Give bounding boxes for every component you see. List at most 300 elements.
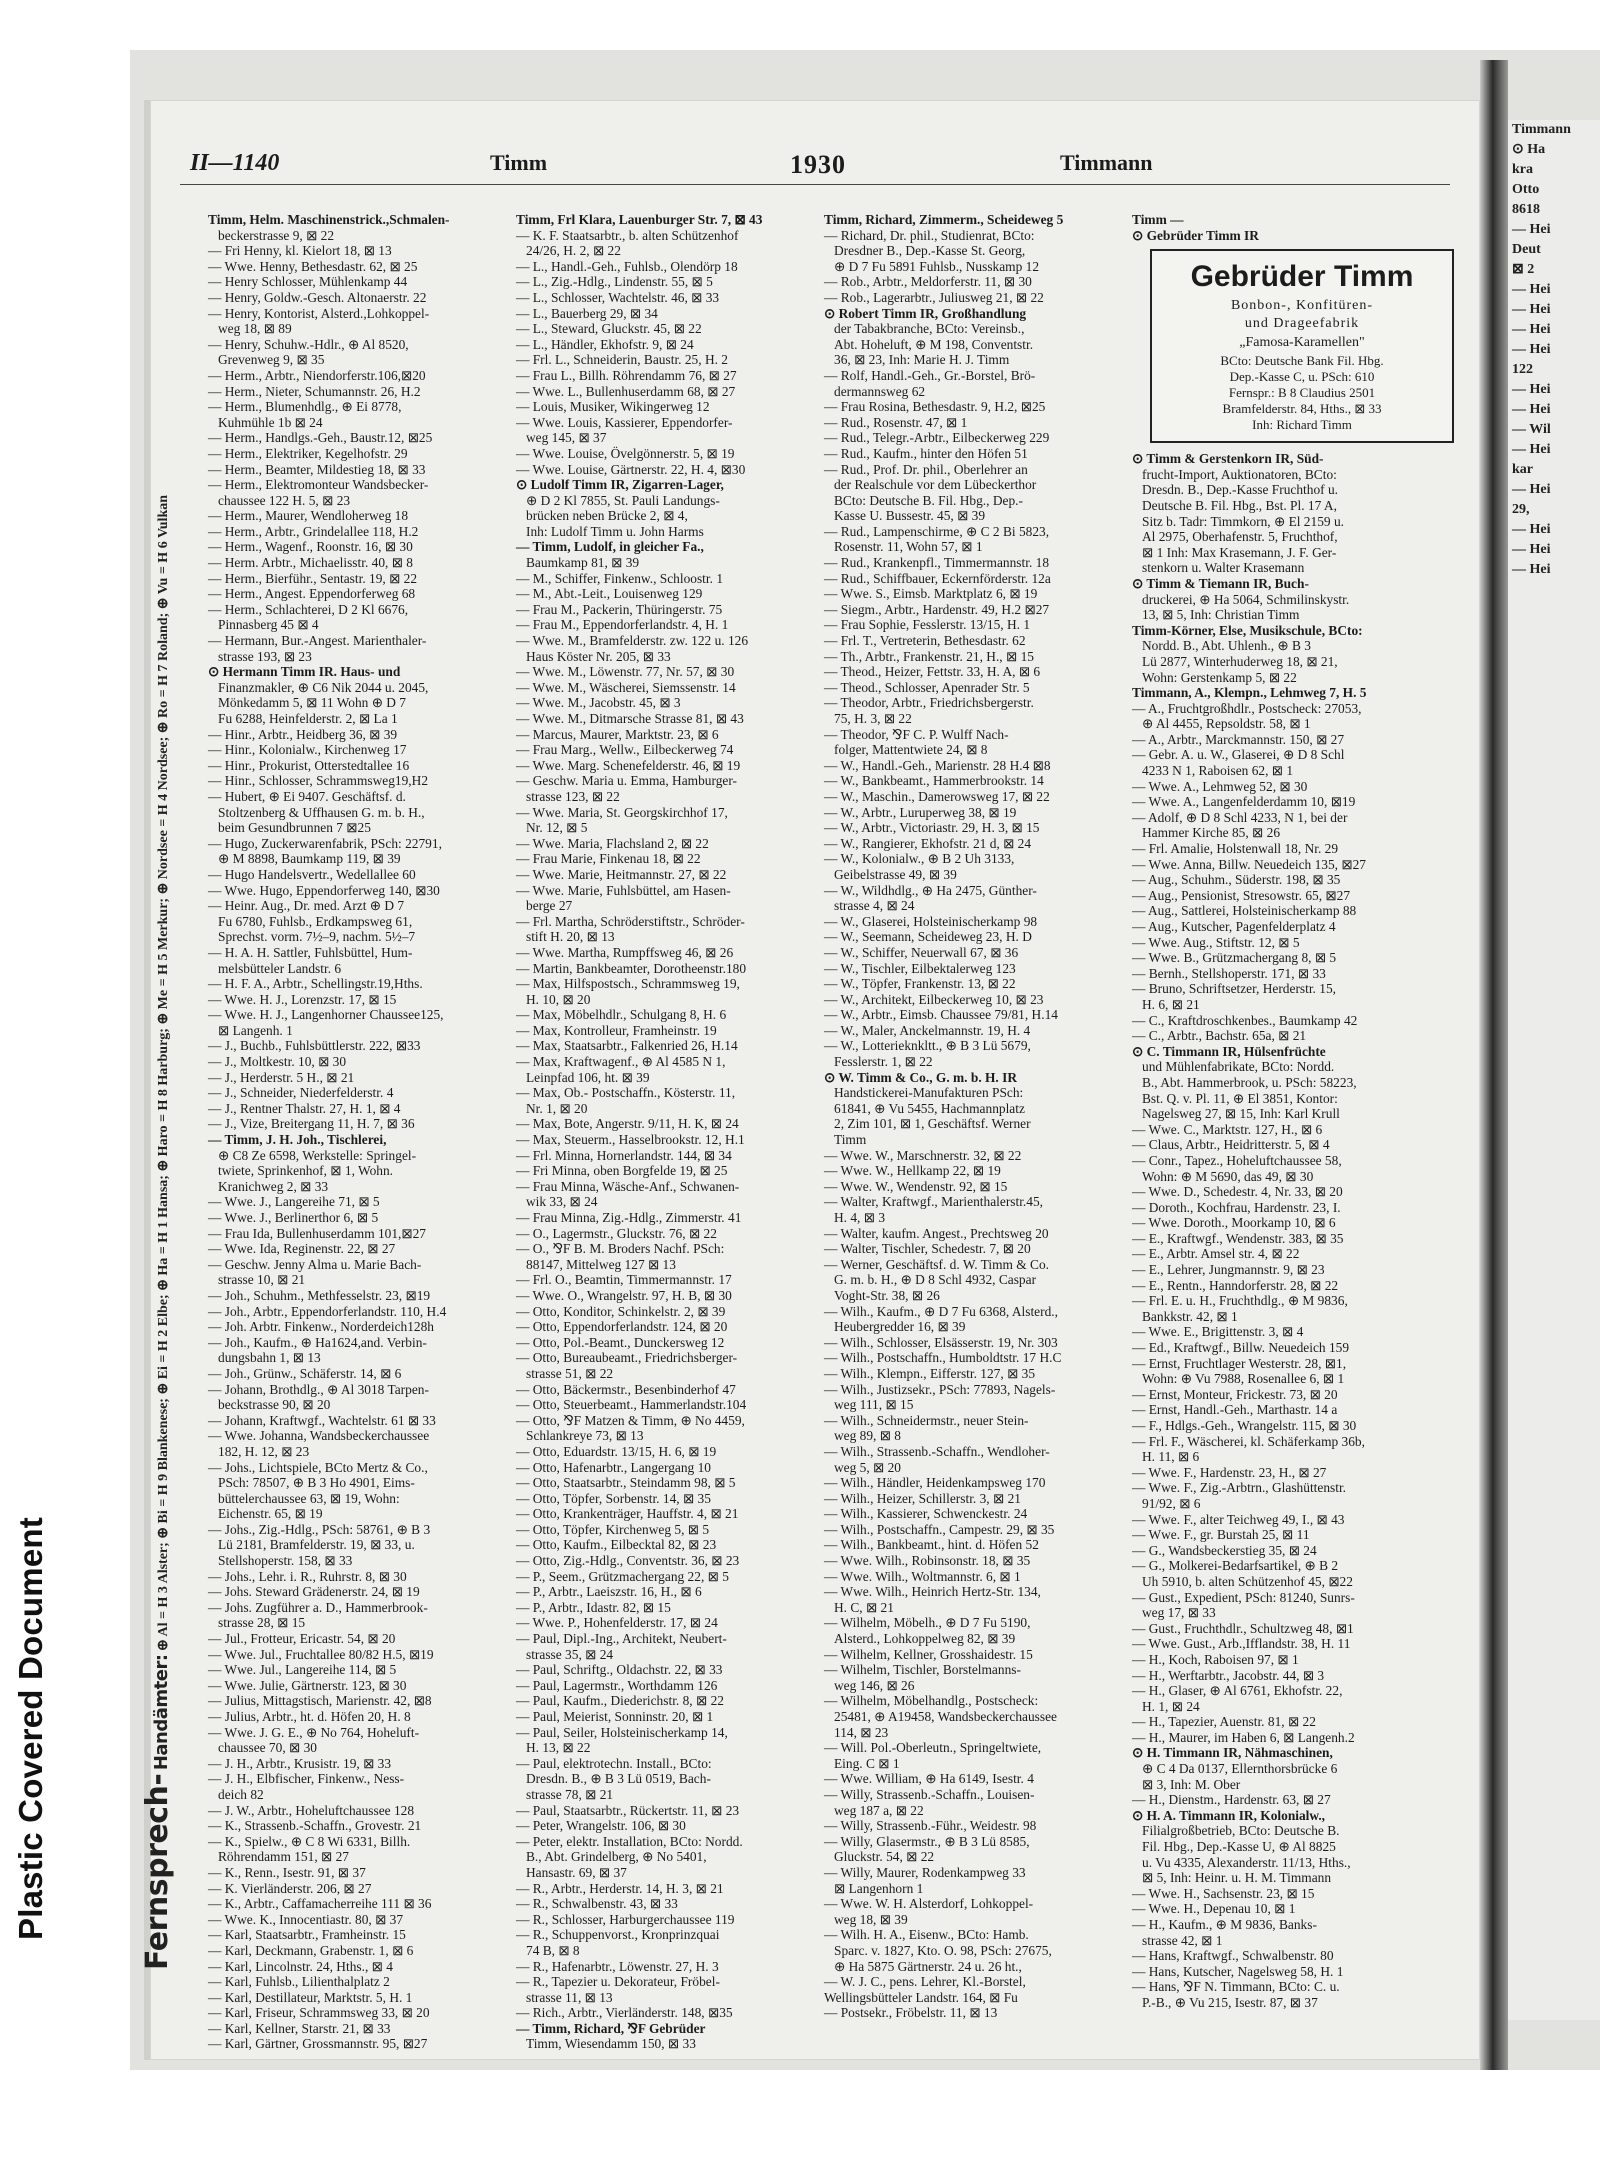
- directory-entry-line: — Peter, elektr. Installation, BCto: Nordd.: [516, 1833, 743, 1849]
- directory-entry-line: Kasse U. Bussestr. 45, ⊠ 39: [834, 508, 986, 524]
- directory-entry-line: — Claus, Arbtr., Heidritterstr. 5, ⊠ 4: [1132, 1137, 1330, 1153]
- directory-entry-line: — E., Arbtr. Amsel str. 4, ⊠ 22: [1132, 1246, 1300, 1262]
- directory-entry-line: wik 33, ⊠ 24: [526, 1194, 598, 1210]
- directory-entry-line: ⊕ D 7 Fu 5891 Fuhlsb., Nusskamp 12: [834, 258, 1040, 274]
- directory-entry-line: — Wwe. Anna, Billw. Neuedeich 135, ⊠27: [1132, 856, 1366, 872]
- directory-entry-line: — Adolf, ⊕ D 8 Schl 4233, N 1, bei der: [1132, 809, 1348, 825]
- directory-entry-line: — Frl. T., Vertreterin, Bethesdastr. 62: [824, 633, 1026, 649]
- directory-entry-line: — Wwe. Wilh., Robinsonstr. 18, ⊠ 35: [824, 1553, 1031, 1569]
- directory-entry-line: — Hans, Kutscher, Nagelsweg 58, H. 1: [1132, 1963, 1344, 1979]
- directory-entry-line: Fil. Hbg., Dep.-Kasse U, ⊕ Al 8825: [1142, 1839, 1336, 1855]
- directory-entry-line: — Herm. Arbtr., Michaelisstr. 40, ⊠ 8: [208, 555, 413, 571]
- directory-entry-line: P.-B., ⊕ Vu 215, Isestr. 87, ⊠ 37: [1142, 1994, 1318, 2010]
- next-page-line: 8618: [1512, 202, 1540, 217]
- directory-entry-line: H. C, ⊠ 21: [834, 1599, 894, 1615]
- directory-entry-line: — J., Rentner Thalstr. 27, H. 1, ⊠ 4: [208, 1100, 401, 1116]
- directory-entry-heading: Timm, Richard, Zimmerm., Scheideweg 5: [824, 212, 1064, 227]
- directory-entry-line: — Willy, Strassenb.-Schaffn., Louisen-: [824, 1786, 1035, 1802]
- directory-entry-line: — Bernh., Stellshoperstr. 171, ⊠ 33: [1132, 965, 1326, 981]
- directory-entry-heading: ⊙ W. Timm & Co., G. m. b. H. IR: [824, 1069, 1018, 1085]
- directory-entry-line: — Frau Rosina, Bethesdastr. 9, H.2, ⊠25: [824, 399, 1046, 415]
- directory-entry-heading: Timmann, A., Klempn., Lehmweg 7, H. 5: [1132, 685, 1367, 701]
- directory-entry-line: — Wwe. Louise, Gärtnerstr. 22, H. 4, ⊠30: [516, 461, 746, 477]
- directory-entry-heading: Timm, Helm. Maschinenstrick.,Schmalen-: [208, 212, 450, 227]
- directory-page: [140, 100, 1480, 2060]
- directory-entry-line: — Wwe. M., Löwenstr. 77, Nr. 57, ⊠ 30: [516, 664, 735, 680]
- directory-entry-line: — Walter, Kraftwgf., Marienthalerstr.45,: [824, 1194, 1044, 1210]
- directory-entry-line: beim Gesundbrunnen 7 ⊠25: [218, 820, 371, 836]
- directory-entry-line: — G., Molkerei-Bedarfsartikel, ⊕ B 2: [1132, 1558, 1339, 1574]
- directory-entry-line: — Paul, elektrotechn. Install., BCto:: [516, 1755, 712, 1771]
- directory-entry-line: Dresdn. B., ⊕ B 3 Lü 0519, Bach-: [526, 1771, 711, 1787]
- directory-entry-line: strasse 4, ⊠ 24: [834, 898, 915, 914]
- directory-entry-line: — Theodor, ⅋F C. P. Wulff Nach-: [824, 726, 1009, 742]
- directory-entry-line: twiete, Sprinkenhof, ⊠ 1, Wohn.: [218, 1163, 394, 1179]
- directory-entry-line: — Wilh., Händler, Heidenkampsweg 170: [824, 1475, 1046, 1491]
- directory-entry-line: — Wwe. E., Brigittenstr. 3, ⊠ 4: [1132, 1324, 1304, 1340]
- directory-entry-line: 4233 N 1, Raboisen 62, ⊠ 1: [1142, 763, 1294, 779]
- directory-entry-line: — Hinr., Schlosser, Schrammsweg19,H2: [208, 773, 429, 789]
- book-gutter: [1480, 60, 1508, 2070]
- directory-entry-line: — J. H., Elbfischer, Finkenw., Ness-: [208, 1771, 405, 1787]
- directory-entry-line: — Ernst, Fruchtlager Westerstr. 28, ⊠1,: [1132, 1355, 1347, 1371]
- directory-entry-line: Lü 2877, Winterhuderweg 18, ⊠ 21,: [1142, 653, 1338, 669]
- directory-entry-line: — Karl, Fuhlsb., Lilienthalplatz 2: [208, 1974, 390, 1990]
- directory-entry-line: chaussee 122 H. 5, ⊠ 23: [218, 492, 351, 508]
- directory-entry-line: — Max, Bote, Angerstr. 9/11, H. K, ⊠ 24: [516, 1116, 739, 1132]
- directory-entry-line: — J., Vize, Breitergang 11, H. 7, ⊠ 36: [208, 1116, 415, 1132]
- next-page-line: — Hei: [1512, 222, 1551, 237]
- next-page-line: — Hei: [1512, 482, 1551, 497]
- directory-entry-line: — Max, Kontrolleur, Framheinstr. 19: [516, 1022, 717, 1038]
- directory-entry-line: — Julius, Arbtr., ht. d. Höfen 20, H. 8: [208, 1709, 411, 1724]
- directory-entry-line: Nordd. B., Abt. Uhlenh., ⊕ B 3: [1142, 638, 1311, 654]
- directory-entry-line: — Otto, Eppendorferlandstr. 124, ⊠ 20: [516, 1319, 728, 1335]
- directory-entry-line: — Frl. E. u. H., Fruchthdlg., ⊕ M 9836,: [1132, 1293, 1348, 1309]
- directory-entry-line: — H., Koch, Raboisen 97, ⊠ 1: [1132, 1651, 1299, 1667]
- directory-entry-line: — Wilh., Kaufm., ⊕ D 7 Fu 6368, Alsterd.,: [824, 1303, 1058, 1319]
- directory-entry-line: — P., Seem., Grützmachergang 22, ⊠ 5: [516, 1568, 729, 1584]
- directory-entry-line: Fu 6780, Fuhlsb., Erdkampsweg 61,: [218, 913, 413, 929]
- directory-entry-line: — Otto, Kaufm., Eilbecktal 82, ⊠ 23: [516, 1537, 717, 1553]
- directory-entry-line: Dresdner B., Dep.-Kasse St. Georg,: [834, 243, 1026, 259]
- directory-entry-line: Wohn: ⊕ Vu 7988, Rosenallee 6, ⊠ 1: [1142, 1371, 1345, 1387]
- directory-entry-line: — W., Rangierer, Ekhofstr. 21 d, ⊠ 24: [824, 835, 1032, 851]
- directory-entry-line: 24/26, H. 2, ⊠ 22: [526, 243, 621, 259]
- directory-entry-line: — Herm., Arbtr., Grindelallee 118, H.2: [208, 523, 419, 539]
- directory-entry-line: — L., Händler, Ekhofstr. 9, ⊠ 24: [516, 336, 694, 352]
- directory-entry-line: — E., Kraftwgf., Wendenstr. 383, ⊠ 35: [1132, 1230, 1344, 1246]
- directory-entry-line: Nagelsweg 27, ⊠ 15, Inh: Karl Krull: [1142, 1106, 1340, 1122]
- telephone-exchange-strip: [140, 200, 188, 1980]
- strip-legend: ⊕ Al = H 3 Alster; ⊕ Bi = H 9 Blankenese; ⊕ Ei = H 2 Elbe; ⊕ Ha = H 1 Hansa; ⊕ Haro = H 8 Harburg; ⊕ Me = H 5 Merkur; ⊕ Nordsee = H 4 Nordsee; ⊕ Ro = H 7 Roland; ⊕ Vu = H 6 Vulkan: [156, 494, 171, 1651]
- directory-entry-heading: ⊙ H. Timmann IR, Nähmaschinen,: [1132, 1745, 1333, 1761]
- directory-entry-line: — Wwe. H. J., Lorenzstr. 17, ⊠ 15: [208, 991, 397, 1007]
- directory-entry-line: — Otto, Bureaubeamt., Friedrichsberger-: [516, 1350, 738, 1366]
- directory-entry-line: — Max, Kraftwagenf., ⊕ Al 4585 N 1,: [516, 1054, 726, 1070]
- directory-entry-line: — Theodor, Arbtr., Friedrichsbergerstr.: [824, 695, 1034, 711]
- directory-entry-line: — Joh., Schuhm., Methfesselstr. 23, ⊠19: [208, 1287, 431, 1303]
- directory-entry-line: — Karl, Friseur, Schrammsweg 33, ⊠ 20: [208, 2005, 430, 2021]
- directory-entry-line: — Siegm., Arbtr., Hardenstr. 49, H.2 ⊠27: [824, 601, 1050, 617]
- directory-entry-line: — Hermann, Bur.-Angest. Marienthaler-: [208, 633, 427, 649]
- directory-entry-line: — Jul., Frotteur, Ericastr. 54, ⊠ 20: [208, 1631, 396, 1647]
- directory-entry-line: der Tabakbranche, BCto: Vereinsb.,: [834, 321, 1025, 337]
- page-code: II—1140: [190, 150, 280, 176]
- directory-entry-line: — Wwe. D., Schedestr. 4, Nr. 33, ⊠ 20: [1132, 1184, 1343, 1200]
- directory-entry-line: — K., Strassenb.-Schaffn., Grovestr. 21: [208, 1818, 422, 1834]
- directory-entry-line: — Wwe. M., Wäscherei, Siemssenstr. 14: [516, 679, 736, 695]
- directory-entry-line: — Johs., Lehr. i. R., Ruhrstr. 8, ⊠ 30: [208, 1568, 407, 1584]
- ad-subtitle-2: und Drageefabrik: [1244, 316, 1360, 332]
- directory-entry-line: — K., Arbtr., Caffamacherreihe 111 ⊠ 36: [208, 1896, 432, 1912]
- directory-entry-line: — Herm., Elektromonteur Wandsbecker-: [208, 477, 429, 493]
- directory-entry-line: H. 6, ⊠ 21: [1142, 996, 1200, 1012]
- directory-entry-line: — Hugo Handelsvertr., Wedellallee 60: [208, 866, 416, 882]
- directory-entry-line: dermannsweg 62: [834, 383, 926, 399]
- directory-entry-line: stift H. 20, ⊠ 13: [526, 929, 615, 945]
- directory-entry-line: — R., Hafenarbtr., Löwenstr. 27, H. 3: [516, 1958, 719, 1974]
- directory-entry-line: — Henry, Kontorist, Alsterd.,Lohkoppel-: [208, 305, 430, 321]
- directory-entry-line: — Rob., Arbtr., Meldorferstr. 11, ⊠ 30: [824, 274, 1032, 290]
- directory-entry-line: Schlankreye 73, ⊠ 13: [526, 1428, 644, 1444]
- directory-entry-line: — Geschw. Jenny Alma u. Marie Bach-: [208, 1256, 422, 1272]
- directory-entry-line: — H. A. H. Sattler, Fuhlsbüttel, Hum-: [208, 944, 413, 960]
- directory-entry-line: — M., Abt.-Leit., Louisenweg 129: [516, 586, 703, 602]
- directory-entry-line: Finanzmakler, ⊕ C6 Nik 2044 u. 2045,: [218, 679, 429, 695]
- directory-entry-line: Wohn: ⊕ M 5690, das 49, ⊠ 30: [1142, 1168, 1314, 1184]
- directory-entry-line: — Postsekr., Fröbelstr. 11, ⊠ 13: [824, 2005, 998, 2021]
- directory-entry-line: — Karl, Gärtner, Grossmannstr. 95, ⊠27: [208, 2036, 428, 2052]
- directory-entry-line: ⊕ Ha 5875 Gärtnerstr. 24 u. 26 ht.,: [834, 1958, 1022, 1974]
- directory-entry-line: — Henry Schlosser, Mühlenkamp 44: [208, 274, 408, 290]
- directory-entry-line: — Paul, Seiler, Holsteinischerkamp 14,: [516, 1724, 728, 1740]
- directory-entry-line: — Will. Pol.-Oberleutn., Springeltwiete,: [824, 1740, 1042, 1756]
- directory-entry-line: — Otto, Zig.-Hdlg., Conventstr. 36, ⊠ 23: [516, 1553, 740, 1569]
- directory-entry-line: — Wwe. M., Jacobstr. 45, ⊠ 3: [516, 695, 681, 711]
- directory-entry-line: — Rich., Arbtr., Vierländerstr. 148, ⊠35: [516, 2005, 733, 2021]
- directory-entry-line: der Realschule vor dem Lübeckerthor: [834, 477, 1037, 493]
- directory-entry-line: — Geschw. Maria u. Emma, Hamburger-: [516, 773, 737, 789]
- directory-entry-line: — L., Steward, Gluckstr. 45, ⊠ 22: [516, 321, 702, 337]
- directory-entry-line: — E., Lehrer, Jungmannstr. 9, ⊠ 23: [1132, 1262, 1325, 1278]
- directory-entry-line: Heubergredder 16, ⊠ 39: [834, 1319, 966, 1335]
- next-page-line: — Hei: [1512, 342, 1551, 357]
- directory-entry-line: — Wwe. M., Bramfelderstr. zw. 122 u. 126: [516, 633, 749, 649]
- directory-entry-line: — R., Schlosser, Harburgerchaussee 119: [516, 1911, 735, 1927]
- directory-entry-line: — W., Tischler, Eilbektalerweg 123: [824, 960, 1016, 976]
- directory-entry-line: — Wwe. S., Eimsb. Marktplatz 6, ⊠ 19: [824, 586, 1038, 602]
- directory-entry-line: weg 17, ⊠ 33: [1142, 1605, 1216, 1621]
- directory-entry-line: — Frau Minna, Zig.-Hdlg., Zimmerstr. 41: [516, 1210, 742, 1225]
- directory-entry-line: — R., Arbtr., Herderstr. 14, H. 3, ⊠ 21: [516, 1880, 724, 1896]
- directory-entry-line: — Paul, Lagermstr., Worthdamm 126: [516, 1677, 718, 1693]
- directory-entry-line: — Werner, Geschäftsf. d. W. Timm & Co.: [824, 1256, 1050, 1272]
- directory-entry-line: Al 2975, Oberhafenstr. 5, Fruchthof,: [1142, 529, 1338, 545]
- directory-entry-line: — Herm., Angest. Eppendorferweg 68: [208, 586, 416, 602]
- directory-entry-line: — W., Handl.-Geh., Marienstr. 28 H.4 ⊠8: [824, 757, 1051, 773]
- next-page-line: — Hei: [1512, 402, 1551, 417]
- directory-entry-line: — Herm., Elektriker, Kegelhofstr. 29: [208, 445, 408, 461]
- next-page-line: — Hei: [1512, 522, 1551, 537]
- directory-entry-line: — Wwe. O., Wrangelstr. 97, H. B, ⊠ 30: [516, 1287, 732, 1303]
- directory-entry-line: — Frl. O., Beamtin, Timmermannstr. 17: [516, 1272, 732, 1288]
- directory-entry-line: Gluckstr. 54, ⊠ 22: [834, 1849, 935, 1865]
- column-1: [208, 212, 508, 2052]
- directory-entry-line: strasse 42, ⊠ 1: [1142, 1932, 1223, 1948]
- directory-entry-line: — Wwe. F., Hardenstr. 23, H., ⊠ 27: [1132, 1464, 1327, 1480]
- directory-entry-line: — Otto, Pol.-Beamt., Dunckersweg 12: [516, 1334, 725, 1350]
- directory-entry-line: Fu 6288, Heinfelderstr. 2, ⊠ La 1: [218, 711, 398, 726]
- directory-entry-line: — Joh., Arbtr., Eppendorferlandstr. 110, H.4: [208, 1303, 447, 1319]
- page-header: [180, 148, 1450, 185]
- directory-entry-line: weg 18, ⊠ 89: [218, 321, 292, 337]
- directory-entry-line: — Peter, Wrangelstr. 106, ⊠ 30: [516, 1818, 686, 1834]
- directory-entry-line: stenkorn u. Walter Krasemann: [1142, 560, 1305, 576]
- directory-entry-line: Sitz b. Tadr: Timmkorn, ⊕ El 2159 u.: [1142, 513, 1344, 529]
- directory-entry-line: — Frl. F., Wäscherei, kl. Schäferkamp 36b,: [1132, 1433, 1365, 1449]
- next-page-line: — Hei: [1512, 542, 1551, 557]
- directory-entry-line: — Rolf, Handl.-Geh., Gr.-Borstel, Brö-: [824, 367, 1036, 383]
- directory-entry-line: — Wwe. Louis, Kassierer, Eppendorfer-: [516, 414, 733, 430]
- directory-entry-line: — Aug., Schuhm., Süderstr. 198, ⊠ 35: [1132, 872, 1341, 888]
- directory-entry-line: ⊠ Langenhorn 1: [834, 1880, 924, 1896]
- side-label: Plastic Covered Document: [12, 1517, 49, 1940]
- directory-entry-line: Hammer Kirche 85, ⊠ 26: [1142, 825, 1281, 841]
- directory-entry-line: — Max, Ob.- Postschaffn., Kösterstr. 11,: [516, 1085, 736, 1101]
- next-page-line: Timmann: [1512, 122, 1571, 137]
- directory-entry-line: — Johs., Lichtspiele, BCto Mertz & Co.,: [208, 1459, 428, 1475]
- directory-entry-line: strasse 10, ⊠ 21: [218, 1272, 306, 1288]
- directory-entry-line: — F., Hdlgs.-Geh., Wrangelstr. 115, ⊠ 30: [1132, 1418, 1357, 1433]
- directory-entry-line: Sparc. v. 1827, Kto. O. 98, PSch: 27675,: [834, 1942, 1052, 1958]
- directory-entry-line: — Ed., Kraftwgf., Billw. Neuedeich 159: [1132, 1340, 1350, 1356]
- directory-entry-line: — Wwe. J., Berlinerthor 6, ⊠ 5: [208, 1210, 379, 1225]
- directory-entry-line: — Rud., Kaufm., hinter den Höfen 51: [824, 445, 1028, 461]
- directory-entry-line: 182, H. 12, ⊠ 23: [218, 1443, 310, 1459]
- directory-entry-line: — Max, Staatsarbtr., Falkenried 26, H.14: [516, 1038, 738, 1054]
- directory-entry-line: — K. F. Staatsarbtr., b. alten Schützenhof: [516, 227, 739, 243]
- directory-entry-line: — Martin, Bankbeamter, Dorotheenstr.180: [516, 960, 747, 976]
- directory-entry-line: — Wwe. Julie, Gärtnerstr. 123, ⊠ 30: [208, 1677, 407, 1693]
- directory-entry-line: — Wwe. J. G. E., ⊕ No 764, Hoheluft-: [208, 1724, 420, 1740]
- directory-entry-line: Mönkedamm 5, ⊠ 11 Wohn ⊕ D 7: [218, 695, 406, 711]
- directory-entry-line: — Fri Henny, kl. Kielort 18, ⊠ 13: [208, 243, 392, 259]
- directory-entry-line: — Otto, Bäckermstr., Besenbinderhof 47: [516, 1381, 736, 1397]
- directory-entry-line: — Johs. Steward Grädenerstr. 24, ⊠ 19: [208, 1584, 420, 1600]
- directory-entry-line: — Frau Ida, Bullenhuserdamm 101,⊠27: [208, 1225, 426, 1241]
- directory-entry-line: — Wwe. Marie, Heitmannstr. 27, ⊠ 22: [516, 866, 727, 882]
- directory-entry-line: Kuhmühle 1b ⊠ 24: [218, 414, 323, 430]
- directory-entry-line: — Wwe. Marie, Fuhlsbüttel, am Hasen-: [516, 882, 731, 898]
- directory-entry-line: — H., Maurer, im Haben 6, ⊠ Langenh.2: [1132, 1729, 1355, 1745]
- directory-entry-line: — Wwe. W., Marschnerstr. 32, ⊠ 22: [824, 1147, 1022, 1163]
- directory-entry-line: Stellshoperstr. 158, ⊠ 33: [218, 1553, 353, 1569]
- directory-entry-line: — H., Tapezier, Auenstr. 81, ⊠ 22: [1132, 1714, 1316, 1730]
- directory-entry-line: Deutsche B. Fil. Hbg., Bst. Pl. 17 A,: [1142, 497, 1337, 513]
- directory-entry-line: — Wilh., Justizsekr., PSch: 77893, Nagels-: [824, 1381, 1056, 1397]
- directory-entry-line: — Rob., Lagerarbtr., Juliusweg 21, ⊠ 22: [824, 289, 1044, 305]
- directory-entry-line: — Th., Arbtr., Frankenstr. 21, H., ⊠ 15: [824, 648, 1034, 664]
- directory-entry-line: melsbütteler Landstr. 6: [218, 960, 342, 976]
- directory-entry-line: — Rud., Schiffbauer, Eckernförderstr. 12a: [824, 570, 1051, 586]
- directory-entry-heading: ⊙ Hermann Timm IR. Haus- und: [208, 664, 401, 680]
- directory-entry-line: — Wwe. Henny, Bethesdastr. 62, ⊠ 25: [208, 258, 418, 274]
- directory-entry-line: Eing. C ⊠ 1: [834, 1755, 900, 1771]
- directory-entry-line: — Herm., Bierführ., Sentastr. 19, ⊠ 22: [208, 570, 418, 586]
- directory-entry-line: — G., Wandsbeckerstieg 35, ⊠ 24: [1132, 1542, 1317, 1558]
- next-page-line: ⊙ Ha: [1512, 142, 1546, 157]
- next-page-line: 29,: [1512, 502, 1530, 517]
- directory-entry-line: — Aug., Sattlerei, Holsteinischerkamp 88: [1132, 903, 1357, 919]
- directory-entry-line: ⊠ Langenh. 1: [218, 1022, 293, 1038]
- directory-entry-line: — Wwe. K., Innocentiastr. 80, ⊠ 37: [208, 1911, 404, 1927]
- directory-entry-line: — Wwe. Jul., Langereihe 114, ⊠ 5: [208, 1662, 397, 1678]
- directory-entry-line: — Willy, Glasermstr., ⊕ B 3 Lü 8585,: [824, 1833, 1030, 1849]
- directory-entry-line: H. 10, ⊠ 20: [526, 991, 591, 1007]
- column-2: [516, 212, 816, 2052]
- directory-entry-line: ⊕ C8 Ze 6598, Werkstelle: Springel-: [218, 1147, 417, 1163]
- directory-entry-line: — Otto, Krankenträger, Hauffstr. 4, ⊠ 21: [516, 1506, 739, 1522]
- directory-entry-line: — Wwe. Maria, Flachsland 2, ⊠ 22: [516, 835, 709, 851]
- directory-entry-line: — Otto, Töpfer, Kirchenweg 5, ⊠ 5: [516, 1521, 710, 1537]
- next-page-edge: [1508, 120, 1600, 2020]
- directory-entry-line: — Frl. Martha, Schröderstiftstr., Schröder-: [516, 913, 745, 929]
- directory-entry-line: büttelerchaussee 63, ⊠ 19, Wohn:: [218, 1490, 400, 1506]
- directory-entry-line: — Johann, Kraftwgf., Wachtelstr. 61 ⊠ 33: [208, 1412, 436, 1428]
- column-4: [1132, 212, 1462, 2052]
- directory-entry-heading: Timm-Körner, Else, Musikschule, BCto:: [1132, 622, 1363, 638]
- directory-entry-heading: — Timm, Richard, ⅋F Gebrüder: [516, 2020, 706, 2036]
- directory-entry-line: — A., Fruchtgroßhdlr., Postscheck: 27053,: [1132, 700, 1362, 716]
- directory-entry-line: — Frau M., Eppendorferlandstr. 4, H. 1: [516, 617, 729, 633]
- directory-entry-line: — Karl, Staatsarbtr., Framheinstr. 15: [208, 1927, 406, 1943]
- directory-entry-line: — W., Maschin., Damerowsweg 17, ⊠ 22: [824, 788, 1050, 804]
- directory-entry-line: — Paul, Schriftg., Oldachstr. 22, ⊠ 33: [516, 1662, 723, 1678]
- directory-entry-line: — Herm., Schlachterei, D 2 Kl 6676,: [208, 601, 409, 617]
- directory-entry-line: — Wilhelm, Kellner, Grosshaidestr. 15: [824, 1646, 1033, 1662]
- directory-entry-line: — J., Herderstr. 5 H., ⊠ 21: [208, 1069, 355, 1085]
- directory-entry-line: Baumkamp 81, ⊠ 39: [526, 555, 640, 571]
- directory-entry-line: ⊕ Al 4455, Repsoldstr. 58, ⊠ 1: [1142, 716, 1311, 732]
- directory-entry-line: — Wwe. Ida, Reginenstr. 22, ⊠ 27: [208, 1241, 396, 1257]
- directory-entry-line: — Rud., Telegr.-Arbtr., Eilbeckerweg 229: [824, 430, 1050, 446]
- directory-entry-line: — Hubert, ⊕ Ei 9407. Geschäftsf. d.: [208, 788, 406, 804]
- directory-entry-line: deich 82: [218, 1786, 264, 1802]
- directory-entry-line: — Wilh., Klempn., Eifferstr. 127, ⊠ 35: [824, 1365, 1036, 1381]
- directory-entry-line: — Frau M., Packerin, Thüringerstr. 75: [516, 601, 723, 617]
- directory-entry-line: — Willy, Maurer, Rodenkampweg 33: [824, 1864, 1026, 1880]
- directory-entry-line: Timm: [834, 1132, 867, 1148]
- directory-entry-line: — L., Bauerberg 29, ⊠ 34: [516, 305, 658, 321]
- directory-entry-line: — Wwe. H., Sachsenstr. 23, ⊠ 15: [1132, 1885, 1315, 1901]
- directory-entry-line: — Wwe. A., Lehmweg 52, ⊠ 30: [1132, 778, 1308, 794]
- directory-entry-line: — Wwe. W., Wendenstr. 92, ⊠ 15: [824, 1178, 1008, 1194]
- directory-entry-line: — H., Dienstm., Hardenstr. 63, ⊠ 27: [1132, 1792, 1331, 1808]
- directory-entry-line: B., Abt. Grindelberg, ⊕ No 5401,: [526, 1849, 707, 1865]
- directory-entry-line: strasse 11, ⊠ 13: [526, 1989, 613, 2005]
- directory-entry-line: — Paul, Meierist, Sonninstr. 20, ⊠ 1: [516, 1709, 714, 1724]
- directory-entry-line: — Hinr., Prokurist, Otterstedtallee 16: [208, 757, 410, 773]
- directory-entry-line: Rosenstr. 11, Wohn 57, ⊠ 1: [834, 539, 983, 555]
- directory-entry-line: — W., Töpfer, Frankenstr. 13, ⊠ 22: [824, 976, 1016, 992]
- directory-entry-line: — Fri Minna, oben Borgfelde 19, ⊠ 25: [516, 1163, 728, 1179]
- directory-entry-line: — Otto, Steuerbeamt., Hammerlandstr.104: [516, 1397, 747, 1413]
- directory-entry-line: ⊕ D 2 Kl 7855, St. Pauli Landungs-: [526, 492, 720, 508]
- directory-entry-line: Leinpfad 106, ht. ⊠ 39: [526, 1069, 650, 1085]
- directory-entry-line: — Hugo, Zuckerwarenfabrik, PSch: 22791,: [208, 835, 442, 851]
- directory-entry-line: — Ernst, Handl.-Geh., Marthastr. 14 a: [1132, 1402, 1338, 1418]
- directory-entry-line: H. 11, ⊠ 6: [1142, 1449, 1200, 1465]
- directory-entry-line: ⊠ 1 Inh: Max Krasemann, J. F. Ger-: [1142, 544, 1337, 560]
- directory-entry-line: 88147, Mittelweg 127 ⊠ 13: [526, 1256, 676, 1272]
- directory-entry-line: — L., Zig.-Hdlg., Lindenstr. 55, ⊠ 5: [516, 274, 713, 290]
- directory-entry-line: — Otto, ⅋F Matzen & Timm, ⊕ No 4459,: [516, 1412, 745, 1428]
- directory-entry-line: — Wwe. Louise, Övelgönnerstr. 5, ⊠ 19: [516, 445, 735, 461]
- next-page-line: 122: [1512, 362, 1533, 377]
- directory-entry-line: — Wwe. P., Hohenfelderstr. 17, ⊠ 24: [516, 1615, 718, 1631]
- directory-entry-line: Uh 5910, b. alten Schützenhof 45, ⊠22: [1142, 1573, 1353, 1589]
- strip-title: Fernsprech-: [140, 1773, 175, 1970]
- directory-entry-line: Hansastr. 69, ⊠ 37: [526, 1864, 627, 1880]
- directory-entry-line: Timm, Wiesendamm 150, ⊠ 33: [526, 2036, 696, 2052]
- directory-entry-line: — Walter, kaufm. Angest., Prechtsweg 20: [824, 1225, 1049, 1241]
- directory-entry-line: strasse 78, ⊠ 21: [526, 1786, 614, 1802]
- directory-entry-line: — W., Arbtr., Victoriastr. 29, H. 3, ⊠ 15: [824, 820, 1040, 836]
- directory-entry-line: — Gust., Expedient, PSch: 81240, Sunrs-: [1132, 1589, 1355, 1605]
- directory-entry-line: — Bruno, Schriftsetzer, Herderstr. 15,: [1132, 981, 1336, 997]
- gebrueder-timm-advertisement: [1150, 249, 1454, 443]
- directory-entry-heading: ⊙ Timm & Gerstenkorn IR, Süd-: [1132, 451, 1324, 467]
- directory-entry-line: — Paul, Kaufm., Diederichstr. 8, ⊠ 22: [516, 1693, 724, 1709]
- directory-entry-line: Inh: Ludolf Timm u. John Harms: [526, 523, 704, 539]
- directory-entry-line: — Wilh. H. A., Eisenw., BCto: Hamb.: [824, 1927, 1029, 1943]
- directory-entry-line: — J., Moltkestr. 10, ⊠ 30: [208, 1054, 347, 1070]
- directory-entry-heading: ⊙ Timm & Tiemann IR, Buch-: [1132, 575, 1309, 591]
- directory-entry-line: — Karl, Lincolnstr. 24, Hths., ⊠ 4: [208, 1958, 393, 1974]
- directory-entry-line: — Wilhelm, Tischler, Borstelmanns-: [824, 1662, 1021, 1678]
- directory-entry-line: — J., Buchb., Fuhlsbüttlerstr. 222, ⊠33: [208, 1038, 421, 1054]
- header-year: 1930: [790, 150, 846, 179]
- directory-entry-heading: ⊙ Gebrüder Timm IR: [1132, 227, 1259, 243]
- directory-entry-line: Bst. Q. v. Pl. 11, ⊕ El 3851, Kontor:: [1142, 1090, 1338, 1106]
- directory-entry-line: — W., Bankbeamt., Hammerbrookstr. 14: [824, 773, 1044, 789]
- directory-entry-line: — K., Spielw., ⊕ C 8 Wi 6331, Billh.: [208, 1833, 411, 1849]
- directory-entry-line: druckerei, ⊕ Ha 5064, Schmilinskystr.: [1142, 591, 1350, 607]
- directory-entry-line: 25481, ⊕ A19458, Wandsbeckerchaussee: [834, 1709, 1057, 1724]
- directory-entry-line: — E., Rentn., Hanndorferstr. 28, ⊠ 22: [1132, 1277, 1339, 1293]
- directory-entry-line: G. m. b. H., ⊕ D 8 Schl 4932, Caspar: [834, 1272, 1037, 1288]
- directory-entry-line: PSch: 78507, ⊕ B 3 Ho 4901, Eims-: [218, 1475, 415, 1491]
- directory-entry-line: — W., Wildhdlg., ⊕ Ha 2475, Günther-: [824, 882, 1037, 898]
- next-page-line: kar: [1512, 462, 1533, 477]
- directory-entry-line: — Herm., Blumenhdlg., ⊕ Ei 8778,: [208, 399, 402, 415]
- directory-entry-line: Nr. 1, ⊠ 20: [526, 1100, 588, 1116]
- directory-entry-heading: Timm —: [1132, 212, 1184, 227]
- directory-entry-line: — Wwe. Jul., Fruchtallee 80/82 H.5, ⊠19: [208, 1646, 434, 1662]
- directory-entry-line: — Hinr., Kolonialw., Kirchenweg 17: [208, 742, 407, 758]
- ad-info-1: BCto: Deutsche Bank Fil. Hbg.: [1220, 353, 1384, 369]
- directory-entry-line: — Wwe. A., Langenfelderdamm 10, ⊠19: [1132, 794, 1356, 810]
- directory-entry-line: — Wilh., Heizer, Schillerstr. 3, ⊠ 21: [824, 1490, 1021, 1506]
- directory-entry-heading: Timm, Frl Klara, Lauenburger Str. 7, ⊠ 43: [516, 212, 763, 227]
- directory-entry-line: — H., Kaufm., ⊕ M 9836, Banks-: [1132, 1917, 1317, 1932]
- directory-entry-line: — Rud., Rosenstr. 47, ⊠ 1: [824, 414, 968, 430]
- directory-entry-line: chaussee 70, ⊠ 30: [218, 1740, 317, 1756]
- directory-entry-line: — Wilh., Kassierer, Schwenckestr. 24: [824, 1506, 1028, 1522]
- directory-entry-line: — Hans, ⅋F N. Timmann, BCto: C. u.: [1132, 1979, 1340, 1995]
- directory-entry-line: — Paul, Dipl.-Ing., Architekt, Neubert-: [516, 1631, 727, 1647]
